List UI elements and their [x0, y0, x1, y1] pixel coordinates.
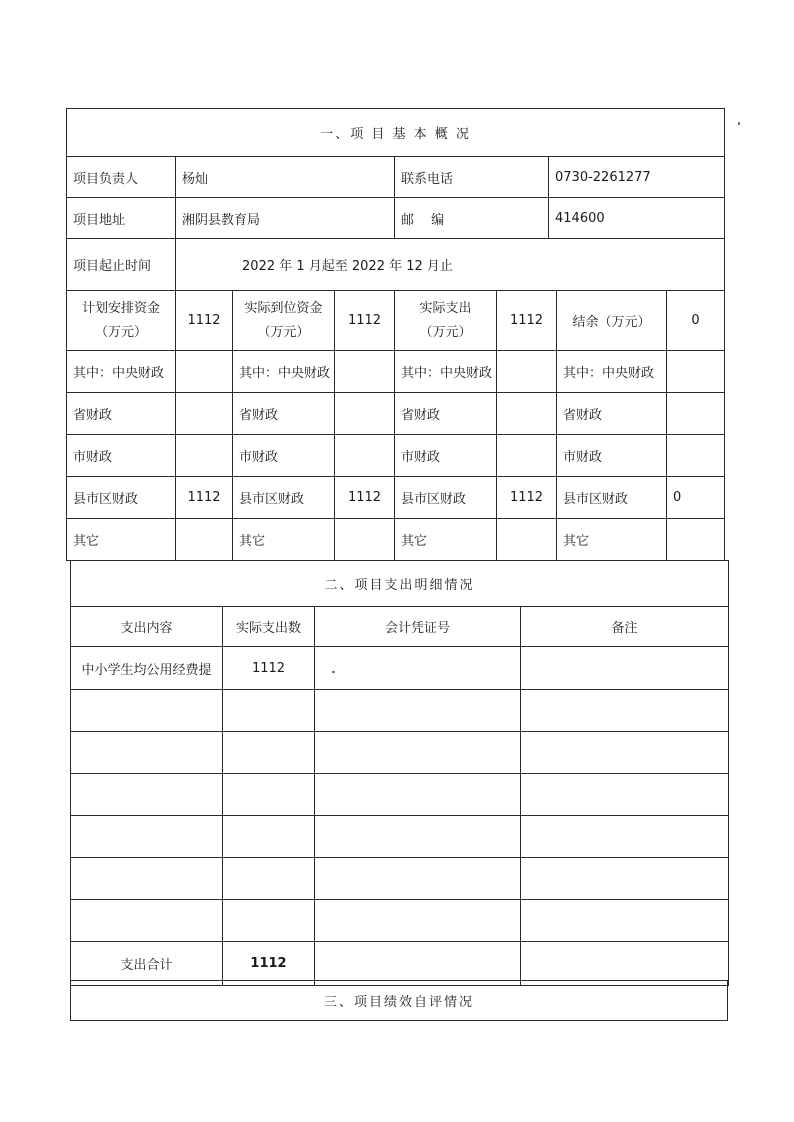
fund-received-value: 1112 [335, 291, 395, 351]
row-content [71, 900, 223, 942]
row-content: 中小学生均公用经费提 [71, 647, 223, 690]
row-amount [223, 774, 315, 816]
row-amount [223, 816, 315, 858]
city-value [667, 435, 725, 477]
project-overview-table [66, 108, 725, 291]
phone-value: 0730-2261277 [549, 157, 725, 198]
county-value: 1112 [176, 477, 233, 519]
table-row [71, 690, 729, 732]
funds-table [66, 290, 725, 561]
table-row [71, 647, 729, 690]
central-label: 其中：中央财政 [233, 351, 335, 393]
other-label: 其它 [67, 519, 176, 561]
other-value [176, 519, 233, 561]
row-amount [223, 900, 315, 942]
city-label: 市财政 [395, 435, 497, 477]
province-value [335, 393, 395, 435]
row-content [71, 816, 223, 858]
leader-label: 项目负责人 [67, 157, 176, 198]
other-label: 其它 [557, 519, 667, 561]
province-label: 省财政 [395, 393, 497, 435]
county-value: 1112 [335, 477, 395, 519]
row-amount [223, 690, 315, 732]
row-voucher [315, 816, 521, 858]
leader-value: 杨灿 [176, 157, 395, 198]
row-voucher [315, 647, 521, 690]
central-label: 其中：中央财政 [395, 351, 497, 393]
fund-spent-value: 1112 [497, 291, 557, 351]
county-value: 1112 [497, 477, 557, 519]
period-value: 2022 年 1 月起至 2022 年 12 月止 [176, 239, 725, 291]
central-value [667, 351, 725, 393]
period-label: 项目起止时间 [67, 239, 176, 291]
province-label: 省财政 [67, 393, 176, 435]
row-voucher [315, 732, 521, 774]
row-remark [521, 732, 729, 774]
province-label: 省财政 [557, 393, 667, 435]
section1-title: 一、项 目 基 本 概 况 [67, 109, 725, 157]
row-remark [521, 690, 729, 732]
header-expense-content: 支出内容 [71, 607, 223, 647]
province-label: 省财政 [233, 393, 335, 435]
section3-title: 三、项目绩效自评情况 [71, 981, 728, 1021]
phone-label: 联系电话 [395, 157, 549, 198]
fund-balance-value: 0 [667, 291, 725, 351]
central-label: 其中：中央财政 [67, 351, 176, 393]
other-value [667, 519, 725, 561]
header-actual-amount: 实际支出数 [223, 607, 315, 647]
central-label: 其中：中央财政 [557, 351, 667, 393]
county-label: 县市区财政 [233, 477, 335, 519]
fund-planned-value: 1112 [176, 291, 233, 351]
fund-balance-label: 结余（万元） [557, 291, 667, 351]
table-row [71, 816, 729, 858]
scan-speck [332, 671, 335, 673]
total-remark [521, 942, 729, 986]
row-amount [223, 732, 315, 774]
county-label: 县市区财政 [67, 477, 176, 519]
row-amount: 1112 [223, 647, 315, 690]
postcode-value: 414600 [549, 198, 725, 239]
other-label: 其它 [395, 519, 497, 561]
scan-speck [738, 122, 740, 125]
row-voucher [315, 690, 521, 732]
other-value [497, 519, 557, 561]
county-label: 县市区财政 [557, 477, 667, 519]
other-label: 其它 [233, 519, 335, 561]
fund-spent-label: 实际支出 （万元） [395, 291, 497, 351]
expense-detail-table [70, 560, 729, 986]
city-label: 市财政 [233, 435, 335, 477]
section2-title: 二、项目支出明细情况 [71, 561, 729, 607]
row-content [71, 732, 223, 774]
city-value [497, 435, 557, 477]
fund-planned-label: 计划安排资金 （万元） [67, 291, 176, 351]
fund-received-label: 实际到位资金 （万元） [233, 291, 335, 351]
table-row [71, 858, 729, 900]
city-label: 市财政 [67, 435, 176, 477]
total-row [71, 942, 729, 986]
province-value [497, 393, 557, 435]
province-value [176, 393, 233, 435]
header-remarks: 备注 [521, 607, 729, 647]
row-content [71, 858, 223, 900]
row-content [71, 774, 223, 816]
city-value [335, 435, 395, 477]
central-value [335, 351, 395, 393]
row-amount [223, 858, 315, 900]
address-label: 项目地址 [67, 198, 176, 239]
county-label: 县市区财政 [395, 477, 497, 519]
table-row [71, 900, 729, 942]
address-value: 湘阴县教育局 [176, 198, 395, 239]
row-remark [521, 858, 729, 900]
row-remark [521, 647, 729, 690]
city-label: 市财政 [557, 435, 667, 477]
total-label: 支出合计 [71, 942, 223, 986]
row-remark [521, 900, 729, 942]
central-value [176, 351, 233, 393]
other-value [335, 519, 395, 561]
table-row [71, 774, 729, 816]
header-voucher-number: 会计凭证号 [315, 607, 521, 647]
row-voucher [315, 900, 521, 942]
row-voucher [315, 858, 521, 900]
table-row [71, 732, 729, 774]
row-remark [521, 774, 729, 816]
province-value [667, 393, 725, 435]
county-value: 0 [667, 477, 725, 519]
total-value: 1112 [223, 942, 315, 986]
postcode-label: 邮 编 [395, 198, 549, 239]
city-value [176, 435, 233, 477]
row-voucher [315, 774, 521, 816]
row-remark [521, 816, 729, 858]
total-voucher [315, 942, 521, 986]
central-value [497, 351, 557, 393]
row-content [71, 690, 223, 732]
performance-table [70, 980, 728, 1021]
